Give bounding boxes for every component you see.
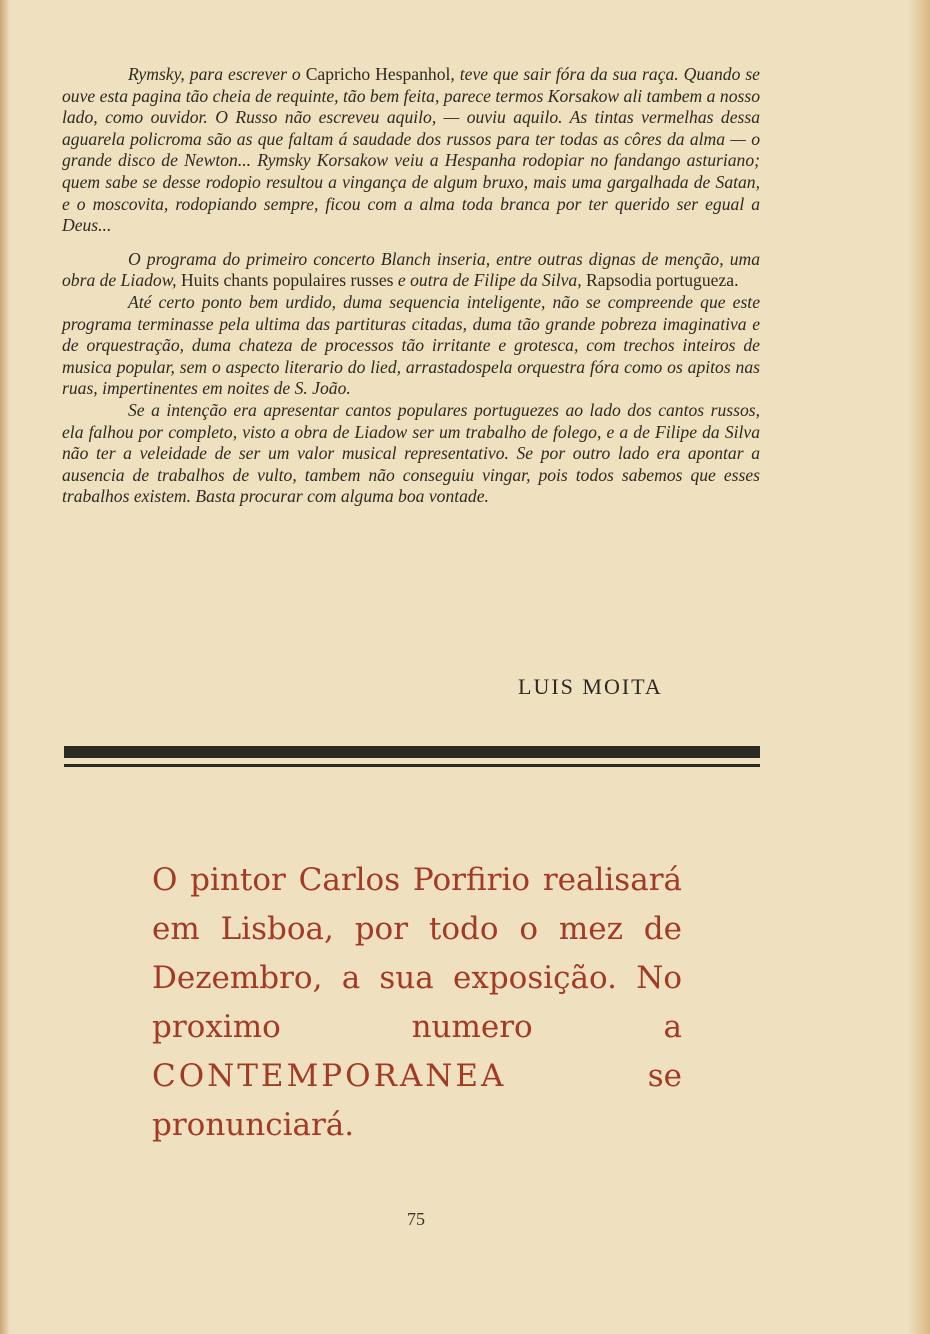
- divider-thick: [64, 746, 760, 758]
- exhibition-announcement: O pintor Carlos Porfirio realisará em Lisboa, por todo o mez de Dezembro, a sua exposição. No proximo numero a CONTEMPORANEA se pronunciará.: [152, 862, 682, 1143]
- work-title-rapsodia: Rapsodia portugueza.: [586, 270, 739, 291]
- paragraph-1: Rymsky, para escrever o Capricho Hespanhol, teve que sair fóra da sua raça. Quando se ouve esta pagina tão cheia de requinte, tão bem feita, parece termos Korsakow ali tambem a nosso lado, como ouvidor. O Russo não escreveu aquilo, — ouviu aquilo. As tintas vermelhas dessa aguarela policroma são as que faltam á saudade dos russos para ter todas as côres da alma — o grande disco de Newton... Rymsky Korsakow veiu a Hespanha rodopiar no fandango asturiano; quem sabe se desse rodopio resultou a vingança de algum bruxo, mais uma gargalhada de Satan, e o moscovita, rodopiando sempre, ficou com a alma toda branca por ter querido ser egual a Deus...: [62, 64, 760, 236]
- divider-thin: [64, 764, 760, 767]
- paragraph-4: Se a intenção era apresentar cantos populares portuguezes ao lado dos cantos russos, ela falhou por completo, visto a obra de Liadow ser um trabalho de folego, e a de Filipe da Silva não ter a veleidade de ser um valor musical representativo. Se por outro lado era apontar a ausencia de trabalhos de vulto, tambem não conseguiu vingar, pois todos sabemos que esses trabalhos existem. Basta procurar com alguma boa vontade.: [62, 399, 760, 507]
- paragraph-3: Até certo ponto bem urdido, duma sequencia inteligente, não se compreende que este programa terminasse pela ultima das partituras citadas, duma tão grande pobreza imaginativa e de orquestração, duma chateza de processos tão irritante e grotesca, com trechos inteiros de musica popular, sem o aspecto literario do lied, arrastadospela orquestra fóra como os apitos nas ruas, impertinentes em noites de S. João.: [62, 291, 760, 399]
- page-edge-left: [0, 0, 10, 1334]
- work-title-capricho: Capricho Hespanhol: [305, 64, 451, 84]
- page-edge-right: [908, 0, 930, 1334]
- paragraph-2: O programa do primeiro concerto Blanch inseria, entre outras dignas de menção, uma obra de Liadow, Huits chants populaires russes e outra de Filipe da Silva, Rapsodia portugueza.: [62, 248, 760, 291]
- work-title-huits-chants: Huits chants populaires russes: [180, 270, 394, 291]
- page-number: 75: [407, 1209, 425, 1229]
- article-body: [62, 64, 760, 508]
- magazine-name: CONTEMPORANEA: [152, 1058, 507, 1094]
- author-signature: LUIS MOITA: [518, 674, 663, 699]
